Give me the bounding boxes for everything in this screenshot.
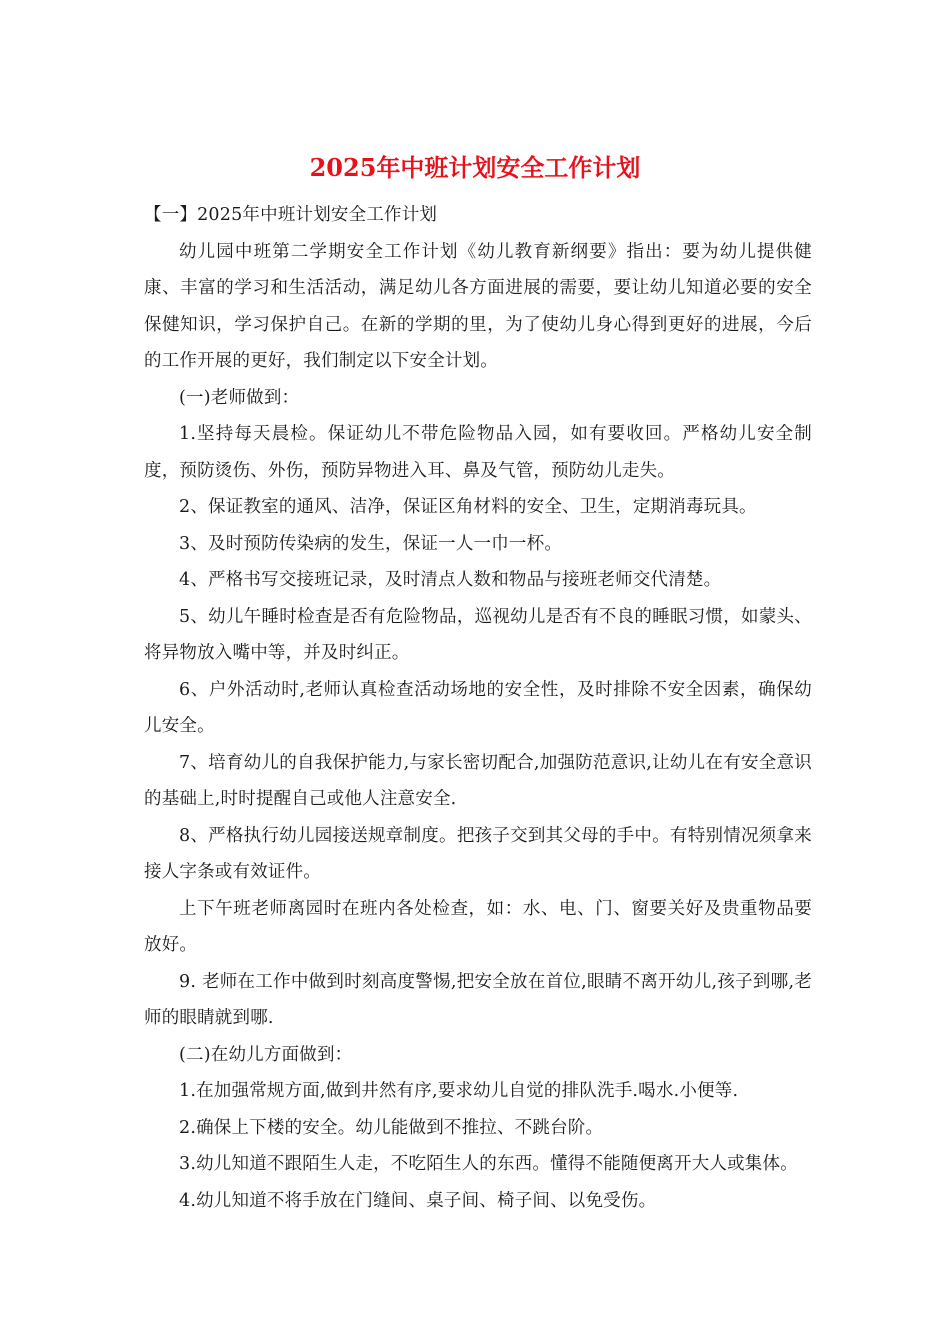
subheading-teachers: (一)老师做到： [179,387,300,408]
paragraph-item: 4、严格书写交接班记录，及时清点人数和物品与接班老师交代清楚。 [179,570,722,590]
paragraph-item: 3.幼儿知道不跟陌生人走，不吃陌生人的东西。懂得不能随便离开大人或集体。 [179,1154,798,1174]
section-heading: 【一】2025年中班计划安全工作计划 [144,205,438,225]
paragraph-intro: 幼儿园中班第二学期安全工作计划《幼儿教育新纲要》指出：要为幼儿提供健康、丰富的学习和生活活动，满足幼儿各方面进展的需要，要让幼儿知道必要的安全保健知识，学习保护自己。在新的学期的里，为了使幼儿身心得到更好的进展，今后的工作开展的更好，我们制定以下安全计划。 [144,241,812,371]
paragraph-item: 1.坚持每天晨检。保证幼儿不带危险物品入园，如有要收回。严格幼儿安全制度，预防烫伤、外伤，预防异物进入耳、鼻及气管，预防幼儿走失。 [144,424,812,481]
document-title: 2025年中班计划安全工作计划 [309,153,641,182]
paragraph-item: 2.确保上下楼的安全。幼儿能做到不推拉、不跳台阶。 [179,1117,604,1138]
document-body [144,197,812,1219]
paragraph-item: 5、幼儿午睡时检查是否有危险物品，巡视幼儿是否有不良的睡眠习惯，如蒙头、将异物放入嘴中等，并及时纠正。 [144,606,812,663]
paragraph-item: 3、及时预防传染病的发生，保证一人一巾一杯。 [179,533,563,554]
paragraph-item: 7、培育幼儿的自我保护能力,与家长密切配合,加强防范意识,让幼儿在有安全意识的基础上,时时提醒自己或他人注意安全. [144,752,812,809]
paragraph-item: 8、严格执行幼儿园接送规章制度。把孩子交到其父母的手中。有特别情况须拿来接人字条或有效证件。 [144,825,812,882]
paragraph-item: 上下午班老师离园时在班内各处检查，如：水、电、门、窗要关好及贵重物品要放好。 [144,898,812,955]
paragraph-item: 6、户外活动时,老师认真检查活动场地的安全性，及时排除不安全因素，确保幼儿安全。 [144,679,812,736]
paragraph-item: 9. 老师在工作中做到时刻高度警惕,把安全放在首位,眼睛不离开幼儿,孩子到哪,老师的眼睛就到哪. [144,971,812,1028]
paragraph-item: 1.在加强常规方面,做到井然有序,要求幼儿自觉的排队洗手.喝水.小便等. [179,1081,739,1101]
paragraph-item: 2、保证教室的通风、洁净，保证区角材料的安全、卫生，定期消毒玩具。 [179,497,757,517]
subheading-children: (二)在幼儿方面做到： [179,1044,353,1065]
paragraph-item: 4.幼儿知道不将手放在门缝间、桌子间、椅子间、以免受伤。 [179,1190,657,1211]
